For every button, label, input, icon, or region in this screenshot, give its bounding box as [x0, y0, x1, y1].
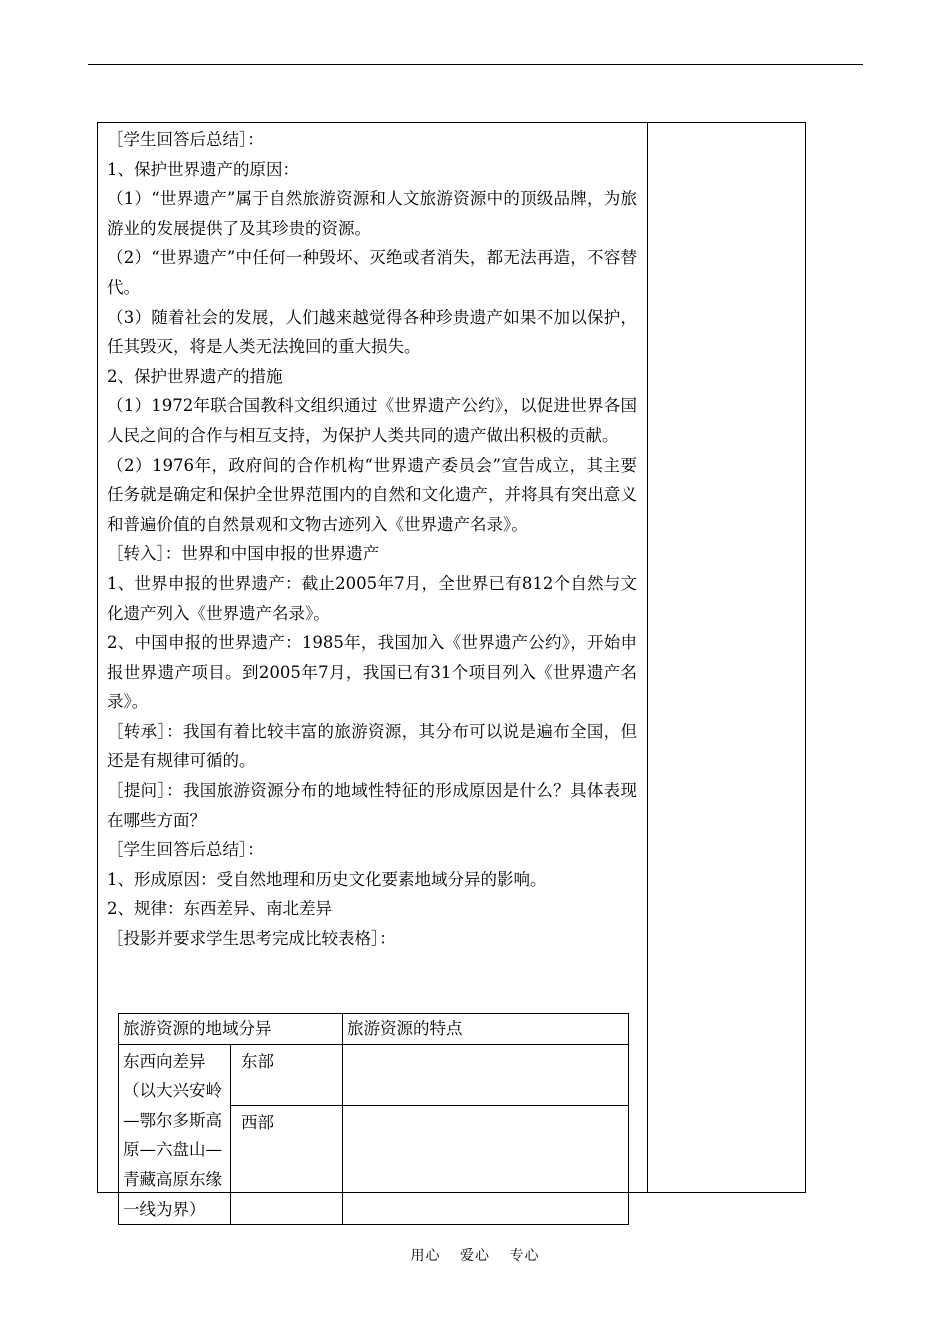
paragraph: ［投影并要求学生思考完成比较表格］：: [107, 929, 396, 949]
paragraph: 1、世界申报的世界遗产：截止2005年7月，全世界已有812个自然与文化遗产列入《世界遗产名录》。: [107, 573, 637, 623]
east-west-difference-cell: 东西向差异（以大兴安岭—鄂尔多斯高原—六盘山—青藏高原东缘一线为界）: [119, 1044, 231, 1225]
lesson-content: [107, 125, 637, 954]
lesson-table: [97, 122, 806, 1219]
table-row: [119, 1044, 629, 1105]
paragraph: （2）“世界遗产”中任何一种毁坏、灭绝或者消失，都无法再造，不容替代。: [107, 248, 637, 297]
paragraph: ［学生回答后总结］：: [107, 130, 264, 149]
page-footer: [0, 1245, 950, 1265]
footer-word: 爱心: [460, 1248, 490, 1264]
column-divider: [647, 123, 648, 1192]
paragraph: 2、中国申报的世界遗产：1985年，我国加入《世界遗产公约》，开始申报世界遗产项目。到2005年7月，我国已有31个项目列入《世界遗产名录》。: [107, 633, 637, 712]
east-cell: 东部: [231, 1044, 343, 1105]
west-features-cell[interactable]: [343, 1105, 629, 1225]
paragraph: （1）1972年联合国教科文组织通过《世界遗产公约》，以促进世界各国人民之间的合作与相互支持，为保护人类共同的遗产做出积极的贡献。: [107, 396, 637, 445]
east-features-cell[interactable]: [343, 1044, 629, 1105]
paragraph: ［转承］：我国有着比较丰富的旅游资源，其分布可以说是遍布全国，但还是有规律可循的。: [107, 721, 637, 771]
paragraph: 2、保护世界遗产的措施: [107, 366, 283, 386]
paragraph: ［学生回答后总结］：: [107, 840, 264, 860]
paragraph: 1、保护世界遗产的原因：: [107, 159, 299, 179]
paragraph: ［转入］：世界和中国申报的世界遗产: [107, 544, 380, 564]
paragraph: 2、规律：东西差异、南北差异: [107, 899, 332, 919]
table-header-region: 旅游资源的地域分异: [119, 1014, 343, 1045]
footer-word: 专心: [509, 1248, 540, 1264]
footer-word: 用心: [410, 1248, 441, 1264]
paragraph: ［提问］：我国旅游资源分布的地域性特征的形成原因是什么？具体表现在哪些方面？: [107, 781, 637, 830]
header-rule: [88, 64, 863, 65]
paragraph: （3）随着社会的发展，人们越来越觉得各种珍贵遗产如果不加以保护，任其毁灭，将是人类无法挽回的重大损失。: [107, 307, 637, 357]
table-header-row: [119, 1014, 629, 1045]
comparison-table: [118, 1013, 629, 1225]
paragraph: （2）1976年，政府间的合作机构“世界遗产委员会”宣告成立，其主要任务就是确定和保护全世界范围内的自然和文化遗产，并将具有突出意义和普遍价值的自然景观和文物古迹列入《世界遗产名录》。: [107, 455, 637, 534]
table-header-features: 旅游资源的特点: [343, 1014, 629, 1045]
paragraph: （1）“世界遗产”属于自然旅游资源和人文旅游资源中的顶级品牌，为旅游业的发展提供了及其珍贵的资源。: [107, 189, 637, 238]
west-cell: 西部: [231, 1105, 343, 1225]
paragraph: 1、形成原因：受自然地理和历史文化要素地域分异的影响。: [107, 869, 547, 889]
